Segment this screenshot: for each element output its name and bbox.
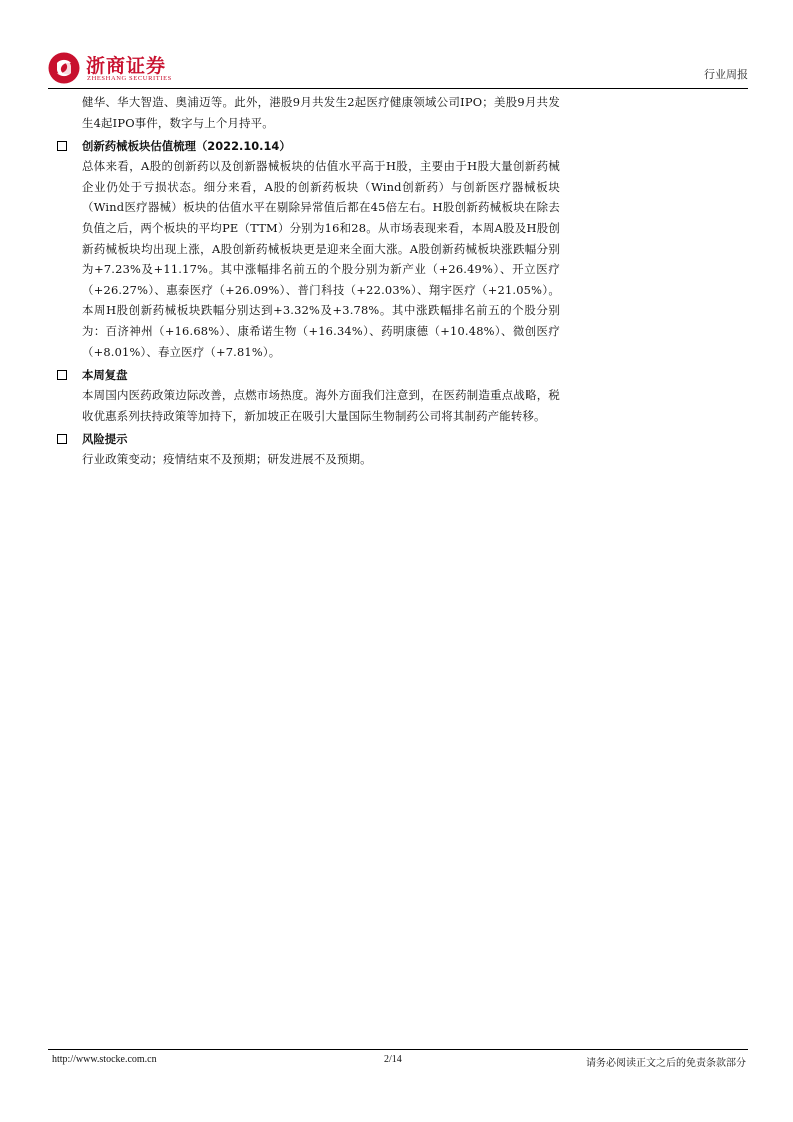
- brand-logo: [48, 48, 178, 88]
- section-heading: [52, 429, 562, 449]
- section-title: 风险提示: [82, 432, 128, 447]
- section-valuation: [52, 136, 562, 362]
- section-title: 创新药械板块估值梳理（2022.10.14）: [82, 139, 291, 154]
- section-paragraph: 行业政策变动；疫情结束不及预期；研发进展不及预期。: [82, 452, 372, 467]
- brand-logo-icon: [48, 52, 80, 84]
- section-heading: [52, 136, 562, 156]
- checkbox-bullet-icon: [57, 434, 67, 444]
- main-content: [52, 92, 562, 470]
- brand-sub: ZHESHANG SECURITIES: [87, 75, 172, 82]
- section-paragraph: 总体来看，A股的创新药以及创新器械板块的估值水平高于H股，主要由于H股大量创新药械企业仍处于亏损状态。细分来看，A股的创新药板块（Wind创新药）与创新医疗器械板块（Wind医疗器械）板块的估值水平在剔除异常值后都在45倍左右。H股创新药械板块在除去负值之后，两个板块的平均PE（TTM）分别为16和28。从市场表现来看，本周A股及H股创新药械板块均出现上涨，A股创新药械板块更是迎来全面大涨。A股创新药械板块涨跌幅分别为+7.23%及+11.17%。其中涨幅排名前五的个股分别为新产业（+26.49%）、开立医疗（+26.27%）、惠泰医疗（+26.09%）、普门科技（+22.03%）、翔宇医疗（+21.05%）。本周H股创新药械板块跌幅分别达到+3.32%及+3.78%。其中涨跌幅排名前五的个股分别为：百济神州（+16.68%）、康希诺生物（+16.34%）、药明康德（+10.48%）、微创医疗（+8.01%）、春立医疗（+7.81%）。: [82, 159, 560, 359]
- checkbox-bullet-icon: [57, 141, 67, 151]
- header-divider: [48, 88, 748, 89]
- section-weekly-review: [52, 365, 562, 426]
- disclaimer-note: 请务必阅读正文之后的免责条款部分: [586, 1058, 746, 1069]
- section-heading: [52, 365, 562, 385]
- footer-divider: [48, 1049, 748, 1050]
- page-header: [48, 48, 748, 88]
- intro-paragraph: 健华、华大智造、奥浦迈等。此外，港股9月共发生2起医疗健康领域公司IPO；美股9月共发生4起IPO事件，数字与上个月持平。: [82, 95, 560, 130]
- page-number: 2/14: [384, 1054, 402, 1065]
- report-type: 行业周报: [704, 68, 748, 81]
- section-risk: [52, 429, 562, 470]
- brand-name: 浙商证券: [86, 55, 167, 77]
- section-paragraph: 本周国内医药政策边际改善，点燃市场热度。海外方面我们注意到，在医药制造重点战略，税收优惠系列扶持政策等加持下，新加坡正在吸引大量国际生物制药公司将其制药产能转移。: [82, 388, 560, 423]
- checkbox-bullet-icon: [57, 370, 67, 380]
- section-title: 本周复盘: [82, 368, 128, 383]
- footer-url-link[interactable]: http://www.stocke.com.cn: [52, 1054, 157, 1065]
